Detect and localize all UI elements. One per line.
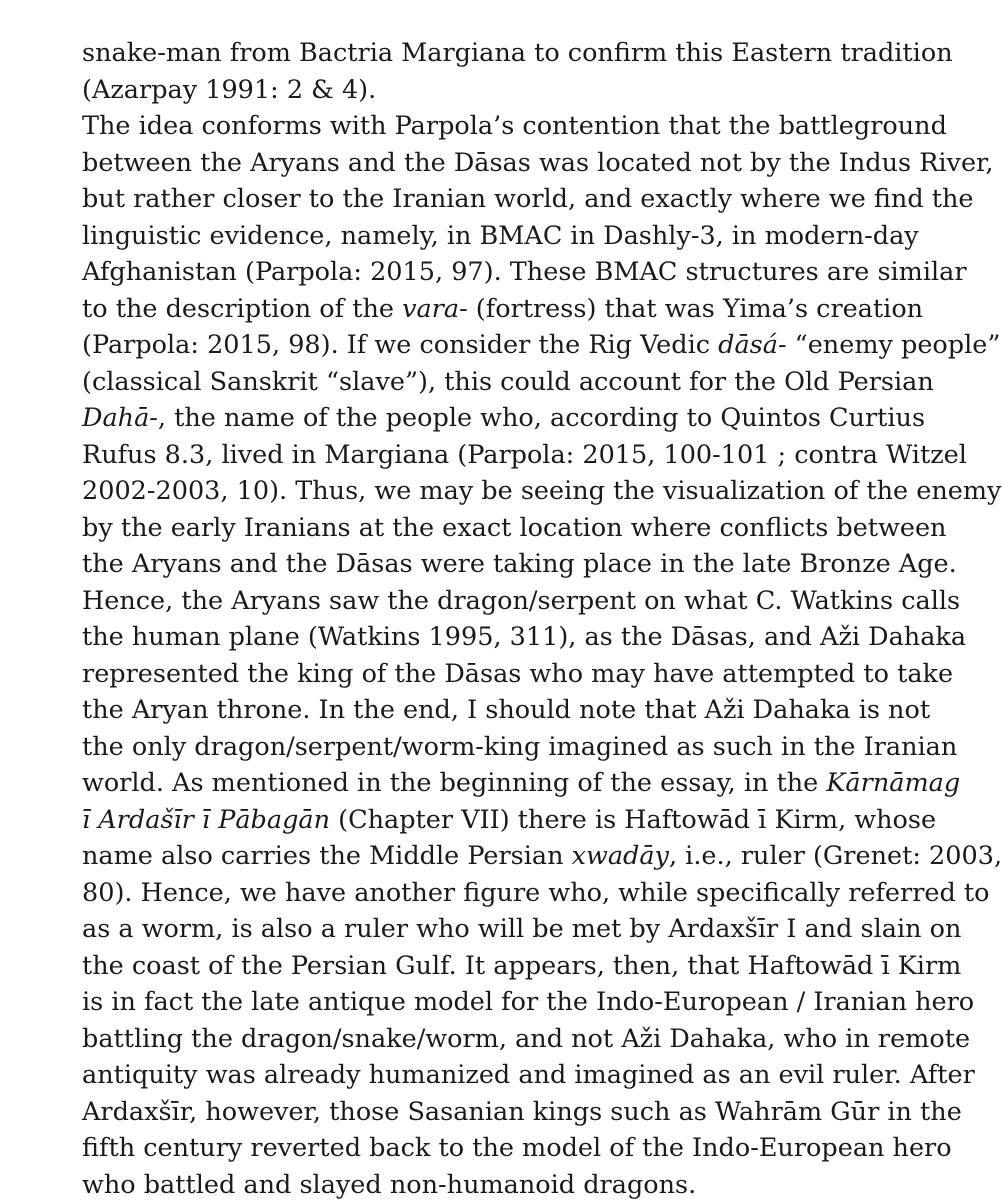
text-segment: “enemy people” — [787, 330, 1001, 360]
text-segment: as a worm, is also a ruler who will be met by Ardaxšīr I and slain on — [82, 914, 961, 944]
text-line — [82, 619, 842, 656]
text-line — [82, 875, 842, 912]
text-line — [82, 838, 842, 875]
text-segment: by the early Iranians at the exact location where conflicts between — [82, 513, 947, 543]
italic-term: Kārnāmag — [826, 768, 960, 798]
text-line — [82, 583, 842, 620]
text-segment: (Parpola: 2015, 98). If we consider the Rig Vedic — [82, 330, 718, 360]
text-segment: , i.e., ruler (Grenet: 2003, — [669, 841, 1002, 871]
text-line — [82, 984, 842, 1021]
text-segment: the Aryan throne. In the end, I should note that Aži Dahaka is not — [82, 695, 930, 725]
text-line — [82, 948, 842, 985]
text-segment: (fortress) that was Yima’s creation — [468, 294, 923, 324]
text-line — [82, 35, 842, 72]
text-segment: (classical Sanskrit “slave”), this could account for the Old Persian — [82, 367, 934, 397]
italic-term: xwadāy — [572, 841, 669, 871]
text-segment: the Aryans and the Dāsas were taking place in the late Bronze Age. — [82, 549, 957, 579]
italic-term: vara- — [402, 294, 468, 324]
text-line — [82, 729, 842, 766]
text-segment: (Chapter VII) there is Haftowād ī Kirm, whose — [330, 805, 936, 835]
text-segment: represented the king of the Dāsas who may have attempted to take — [82, 659, 953, 689]
text-segment: Afghanistan (Parpola: 2015, 97). These BMAC structures are similar — [82, 257, 967, 287]
text-line — [82, 254, 842, 291]
text-segment: battling the dragon/snake/worm, and not Aži Dahaka, who in remote — [82, 1024, 970, 1054]
text-segment: Hence, the Aryans saw the dragon/serpent on what C. Watkins calls — [82, 586, 960, 616]
text-line — [82, 546, 842, 583]
text-segment: 80). Hence, we have another figure who, while specifically referred to — [82, 878, 990, 908]
text-line — [82, 72, 842, 109]
text-line — [82, 145, 842, 182]
text-line — [82, 1167, 842, 1203]
text-segment: fifth century reverted back to the model of the Indo-European hero — [82, 1133, 952, 1163]
text-line — [82, 291, 842, 328]
text-line — [82, 692, 842, 729]
text-segment: snake-man from Bactria Margiana to confirm this Eastern tradition — [82, 38, 953, 68]
text-segment: to the description of the — [82, 294, 402, 324]
text-segment: Ardaxšīr, however, those Sasanian kings such as Wahrām Gūr in the — [82, 1097, 962, 1127]
text-segment: the coast of the Persian Gulf. It appears, then, that Haftowād ī Kirm — [82, 951, 961, 981]
text-segment: the only dragon/serpent/worm-king imagined as such in the Iranian — [82, 732, 957, 762]
text-segment: The idea conforms with Parpola’s contention that the battleground — [82, 111, 947, 141]
text-segment: Rufus 8.3, lived in Margiana (Parpola: 2015, 100-101 ; contra Witzel — [82, 440, 967, 470]
text-line — [82, 400, 842, 437]
text-line — [82, 327, 842, 364]
italic-term: dāsá- — [718, 330, 786, 360]
text-segment: but rather closer to the Iranian world, and exactly where we find the — [82, 184, 974, 214]
text-segment: name also carries the Middle Persian — [82, 841, 572, 871]
text-segment: who battled and slayed non-humanoid dragons. — [82, 1170, 696, 1200]
text-line — [82, 911, 842, 948]
document-body — [82, 35, 842, 1203]
italic-term: ī Ardašīr ī Pābagān — [82, 805, 330, 835]
text-segment: , the name of the people who, according to Quintos Curtius — [158, 403, 925, 433]
text-line — [82, 1094, 842, 1131]
text-line — [82, 1057, 842, 1094]
text-line — [82, 364, 842, 401]
text-line — [82, 765, 842, 802]
text-segment: (Azarpay 1991: 2 & 4). — [82, 75, 376, 105]
text-line — [82, 437, 842, 474]
text-line — [82, 473, 842, 510]
text-line — [82, 510, 842, 547]
text-line — [82, 181, 842, 218]
text-segment: linguistic evidence, namely, in BMAC in Dashly-3, in modern-day — [82, 221, 919, 251]
text-segment: world. As mentioned in the beginning of the essay, in the — [82, 768, 826, 798]
text-segment: antiquity was already humanized and imagined as an evil ruler. After — [82, 1060, 975, 1090]
text-line — [82, 802, 842, 839]
text-line — [82, 1021, 842, 1058]
text-segment: 2002-2003, 10). Thus, we may be seeing the visualization of the enemy — [82, 476, 1001, 506]
text-line — [82, 218, 842, 255]
text-line — [82, 1130, 842, 1167]
italic-term: Dahā- — [82, 403, 158, 433]
text-segment: the human plane (Watkins 1995, 311), as the Dāsas, and Aži Dahaka — [82, 622, 966, 652]
text-line — [82, 656, 842, 693]
text-segment: between the Aryans and the Dāsas was located not by the Indus River, — [82, 148, 994, 178]
text-segment: is in fact the late antique model for the Indo-European / Iranian hero — [82, 987, 974, 1017]
text-line — [82, 108, 842, 145]
